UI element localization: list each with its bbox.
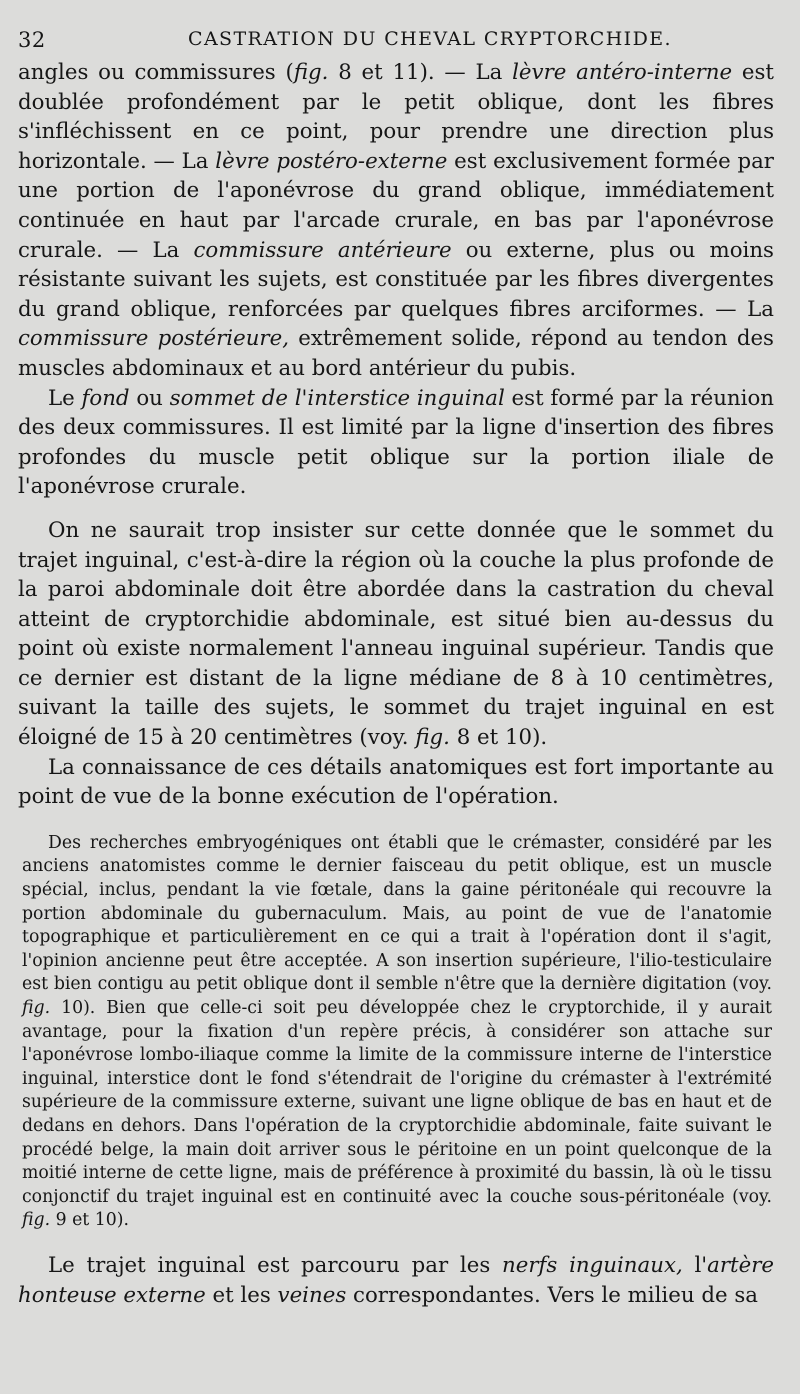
italic-run: fig. [415,725,450,751]
italic-run: commissure antérieure [193,237,452,263]
small-print-note [18,832,774,1233]
italic-run: fig. [22,998,51,1018]
paragraph-4 [18,753,774,812]
text-run: l' [682,1252,708,1278]
italic-run: veines [277,1282,347,1308]
text-run: Des recherches embryogéniques ont établi que le crémaster, considéré par les anciens anatomistes comme le dernier faisceau du petit oblique, est un muscle spécial, inclus, pendant la vie fœtale, dans la gaine péritonéale qui recouvre la portion abdominale du gubernaculum. Mais, au point de vue de l'anatomie topographique et particulièrement en ce qui a trait à l'opération dont il s'agit, l'opinion ancienne peut être acceptée. A son insertion supérieure, l'ilio-testiculaire est bien contigu au petit oblique dont il semble n'être que la dernière digitation (voy. [22,832,772,995]
italic-run: sommet de l'interstice inguinal [169,385,505,411]
paragraph-2 [18,384,774,502]
main-text-continued [18,1251,774,1310]
italic-run: fig. [293,60,329,85]
main-text [18,58,774,812]
text-run: ou externe, plus ou moins résistante suivant les sujets, est constituée par les fibres divergentes du grand oblique, renforcées par quelques fibres arciformes. — La [18,237,774,322]
text-run: 8 et 11). — La [328,60,513,85]
paragraph-3 [18,516,774,753]
text-run: et les [205,1282,278,1308]
text-run: est doublée profondément par le petit oblique, dont les fibres s'infléchissent en ce point, pour prendre une direction plus horizontale. — La [18,60,774,174]
note-paragraph [22,832,772,1233]
italic-run: lèvre antéro-interne [512,60,733,85]
text-run: La connaissance de ces détails anatomiques est fort importante au point de vue de la bonne exécution de l'opération. [18,754,774,810]
text-run: 9 et 10). [50,1210,129,1231]
page-header [18,22,774,58]
page-number: 32 [18,28,46,52]
italic-run: lèvre postéro-externe [215,148,448,174]
italic-run: fig. [22,1210,51,1231]
text-run: On ne saurait trop insister sur cette donnée que le sommet du trajet inguinal, c'est-à-dire la région où la couche la plus profonde de la paroi abdominale doit être abordée dans la castration du cheval atteint de cryptorchidie abdominale, est situé bien au-dessus du point où existe normalement l'anneau inguinal supérieur. Tandis que ce dernier est distant de la ligne médiane de 8 à 10 centimètres, suivant la taille des sujets, le sommet du trajet inguinal en est éloigné de 15 à 20 centimètres (voy. [18,517,774,751]
text-run: Le [48,385,82,411]
italic-run: nerfs inguinaux, [502,1252,683,1278]
italic-run: commissure postérieure, [18,326,289,352]
paragraph-5 [18,1251,774,1310]
text-run: extrêmement solide, répond au tendon des muscles abdominaux et au bord antérieur du pubis. [18,326,774,381]
text-run: 8 et 10). [449,725,548,751]
text-run: est formé par la réunion des deux commissures. Il est limité par la ligne d'insertion des fibres profondes du muscle petit oblique sur la portion iliale de l'aponévrose crurale. [18,385,774,500]
text-run: Le trajet inguinal est parcouru par les [48,1252,503,1278]
text-run: 10). Bien que celle-ci soit peu développée chez le cryptorchide, il y aurait avantage, pour la fixation d'un repère précis, à considérer son attache sur l'aponévrose lombo-iliaque comme la limite de la commissure interne de l'interstice inguinal, interstice dont le fond s'étendrait de l'origine du crémaster à l'extrémité supérieure de la commissure externe, suivant une ligne oblique de bas en haut et de dedans en dehors. Dans l'opération de la cryptorchidie abdominale, faite suivant le procédé belge, la main doit arriver sous le péritoine en un point quelconque de la moitié interne de cette ligne, mais de préférence à proximité du bassin, là où le tissu conjonctif du trajet inguinal est en continuité avec la couche sous-péritonéale (voy. [22,998,772,1207]
text-run: angles ou commissures ( [18,60,294,85]
text-run: ou [129,385,170,411]
italic-run: artère honteuse externe [18,1252,774,1308]
text-run: est exclusivement formée par une portion de l'aponévrose du grand oblique, immédiatement continuée en haut par l'arcade crurale, en bas par l'aponévrose crurale. — La [18,148,774,263]
running-title: CASTRATION DU CHEVAL CRYPTORCHIDE. [188,28,672,50]
paragraph-1 [18,58,774,384]
italic-run: fond [81,385,130,411]
text-run: correspondantes. Vers le milieu de sa [346,1282,758,1308]
